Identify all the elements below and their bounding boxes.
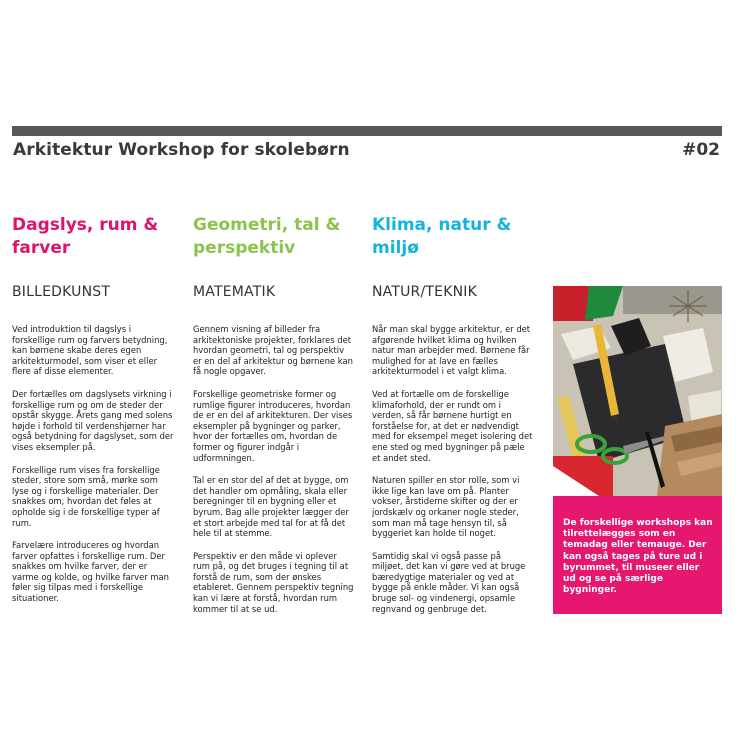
paragraph: Ved at fortælle om de forskellige klimaforhold, der er rundt om i verden, så får børnene hurtigt en forståelse for, at det er nødvendigt med for eksempel meget isolering det ene sted og med bygninger på pæle et andet sted. [372, 388, 533, 463]
paragraph: Gennem visning af billeder fra arkitektoniske projekter, forklares det hvordan geometri, tal og perspektiv er en del af arkitektur og børnene kan få nogle opgaver. [193, 324, 353, 377]
column-billedkunst [12, 214, 174, 616]
column-title: Dagslys, rum & farver [12, 215, 159, 258]
paragraph: Ved introduktion til dagslys i forskellige rum og farvers betydning, kan børnene skabe deres egen arkitekturmodel, som viser et eller flere af disse elementer. [12, 324, 168, 377]
paragraph: Der fortælles om dagslysets virkning i forskellige rum og om de steder der opstår skygge. Årets gang med solens højde i forhold til verdenshjørner har også betydning for dagslyset, som der vises eksempler på. [12, 388, 174, 452]
paragraph: Forskellige rum vises fra forskellige steder, store som små, mørke som lyse og i forskellige materialer. Der snakkes om, hvordan det føles at opholde sig i de forskellige typer af rum. [12, 464, 160, 528]
column-title: Klima, natur & miljø [372, 215, 512, 258]
column-title: Geometri, tal & perspektiv [193, 215, 341, 258]
column-subject: NATUR/TEKNIK [372, 284, 477, 300]
callout-text: De forskellige workshops kan tilrettelægges som en temadag eller temauge. Der kan også tages på ture ud i byrummet, til museer eller ud og se på særlige bygninger. [563, 518, 713, 596]
column-subject: MATEMATIK [193, 284, 276, 300]
header-bar [12, 126, 722, 136]
column-natur-teknik [372, 214, 534, 626]
paragraph: Forskellige geometriske former og rumlige figurer introduceres, hvordan de er en del af arkitekturen. Der vises eksempler på bygninger og parker, hvor der fortælles om, hvordan de former og figurer indgår i udformningen. [193, 388, 353, 463]
paragraph: Farvelære introduceres og hvordan farver opfattes i forskellige rum. Der snakkes om hvilke farver, der er varme og kolde, og hvilke farver man føler sig tilpas med i forskellige situationer. [12, 540, 169, 604]
page-title: Arkitektur Workshop for skolebørn [13, 140, 350, 160]
column-subject: BILLEDKUNST [12, 284, 111, 300]
paragraph: Tal er en stor del af det at bygge, om det handler om opmåling, skala eller beregninger til en bygning eller et byrum. Bag alle projekter lægger der et stort arbejde med tal for at få det hele til at stemme. [193, 475, 349, 539]
info-callout [553, 496, 722, 614]
paragraph: Når man skal bygge arkitektur, er det afgørende hvilket klima og hvilken natur man arbejder med. Børnene får mulighed for at lave en fælles arkitekturmodel i et valgt klima. [372, 324, 531, 377]
paragraph: Samtidig skal vi også passe på miljøet, det kan vi gøre ved at bruge bæredygtige materialer og ved at bygge på enkle måder. Vi kan også bruge sol- og vindenergi, opsamle regnvand og genbruge det. [372, 550, 526, 614]
paragraph: Perspektiv er den måde vi oplever rum på, og det bruges i tegning til at forstå de rum, som der ønskes etableret. Gennem perspektiv tegning kan vi lære at forstå, hvordan rum kommer til at se ud. [193, 550, 354, 614]
paragraph: Naturen spiller en stor rolle, som vi ikke lige kan lave om på. Planter vokser, årstiderne skifter og der er jordskælv og orkaner nogle steder, som man må tage hensyn til, så byggeriet kan holde til noget. [372, 475, 520, 539]
column-matematik [193, 214, 355, 626]
issue-number: #02 [682, 140, 720, 160]
architecture-tools-photo [553, 286, 722, 496]
